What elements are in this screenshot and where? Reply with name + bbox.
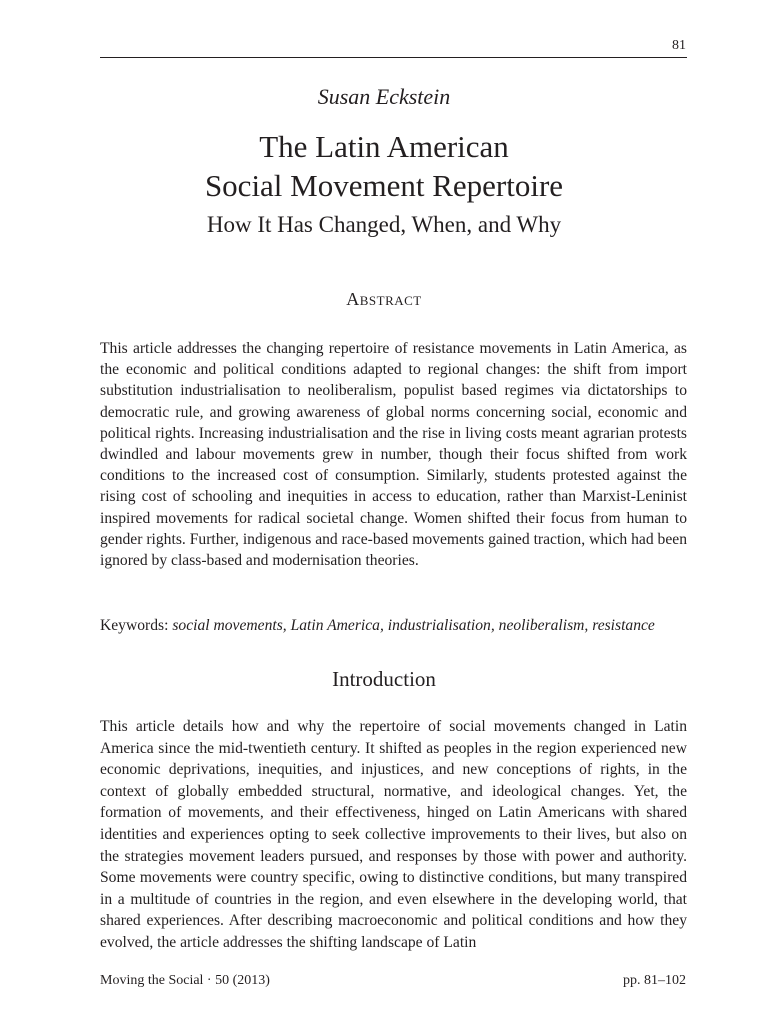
header-rule — [100, 57, 687, 58]
keywords-label: Keywords: — [100, 617, 169, 634]
article-subtitle: How It Has Changed, When, and Why — [206, 212, 562, 237]
introduction-text: This article details how and why the repertoire of social movements changed in Latin America since the mid-twentieth century. It shifted as peoples in the region experienced new economic deprivations, inequities, and injustices, and new conceptions of rights, in the context of globally embedded structural, normative, and ideological changes. Yet, the formation of movements, and their effectiveness, hinged on Latin Americans with shared identities and experiences opting to seek collective improvements to their lives, but also on the strategies movement leaders pursued, and responses by those with power and authority. Some movements were country specific, owing to distinctive conditions, but many transpired in a multitude of countries in the region, and even elsewhere in the developing world, that shared experiences. After describing macroeconomic and political conditions and how they evolved, the article addresses the shifting landscape of Latin — [100, 718, 687, 951]
abstract-text: This article addresses the changing repertoire of resistance movements in Latin America, as the economic and political conditions adapted to regional changes: the shift from import substitution industrialisation to neoliberalism, populist based regimes via dictatorships to democratic rule, and growing awareness of global norms concerning social, economic and political rights. Increasing industrialisation and the rise in living costs meant agrarian protests dwindled and labour movements grew in number, though their focus shifted from work conditions to the increased cost of consumption. Similarly, students protested against the rising cost of schooling and inequities in access to education, rather than Marxist-Leninist inspired movements for radical societal change. Women shifted their focus from human to gender rights. Further, indigenous and race-based movements gained traction, which had been ignored by class-based and modernisation theories. — [100, 340, 687, 570]
author-name: Susan Eckstein — [317, 84, 451, 109]
abstract-heading: Abstract — [346, 289, 422, 309]
title-line-2: Social Movement Repertoire — [204, 168, 564, 203]
keywords-values: social movements, Latin America, industrialisation, neoliberalism, resistance — [172, 617, 655, 634]
footer-pages: pp. 81–102 — [623, 973, 686, 988]
title-line-1: The Latin American — [259, 129, 509, 164]
keywords-line — [100, 615, 687, 636]
page-number: 81 — [672, 38, 686, 53]
introduction-heading: Introduction — [332, 667, 436, 691]
footer-journal: Moving the Social · 50 (2013) — [100, 973, 270, 988]
article-title — [0, 127, 768, 205]
